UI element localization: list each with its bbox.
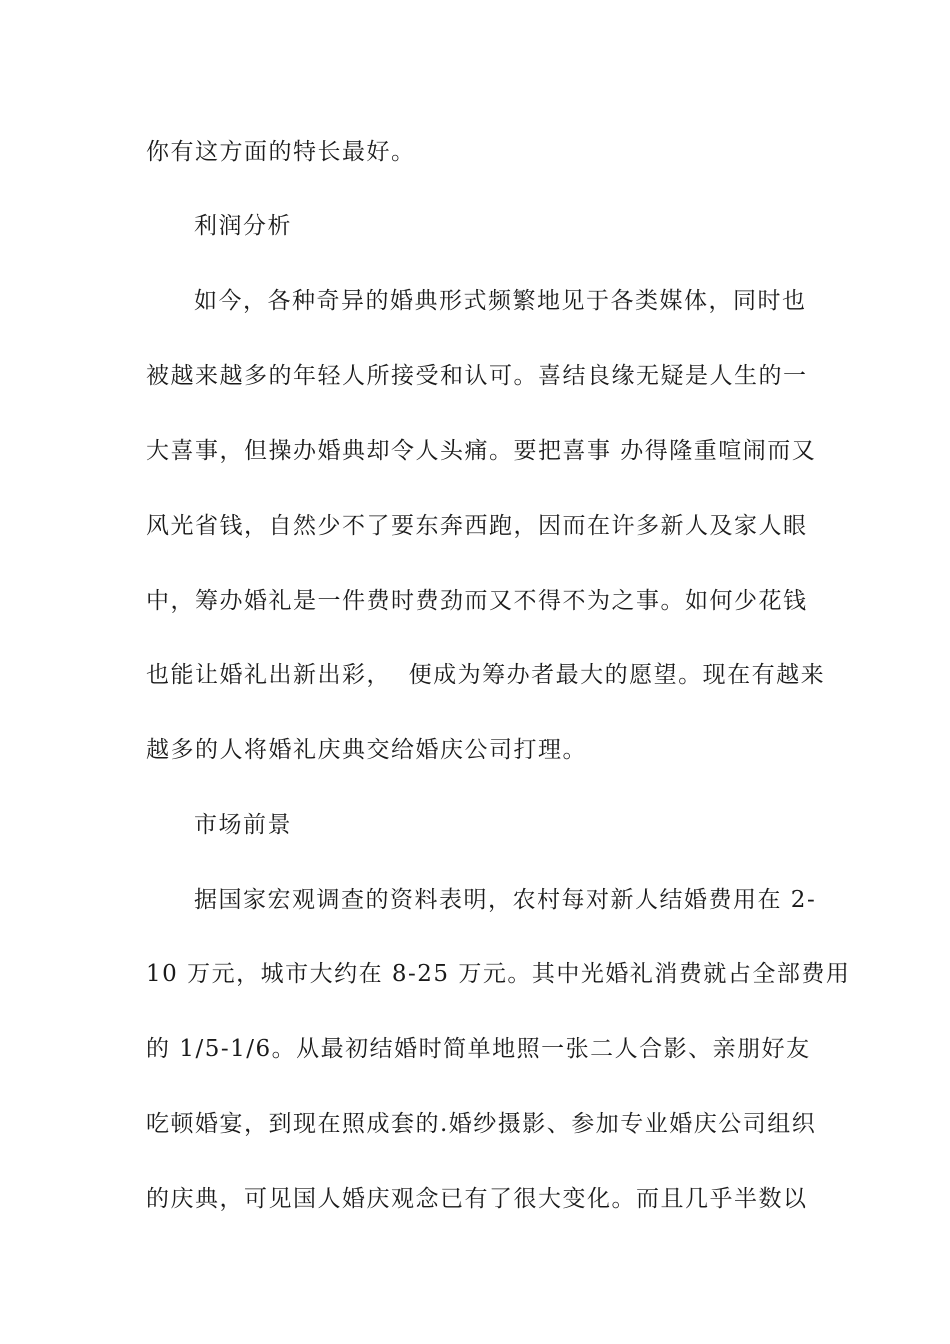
paragraph-line: 10 万元，城市大约在 8-25 万元。其中光婚礼消费就占全部费用 [146,961,851,987]
paragraph-line: 的庆典，可见国人婚庆观念已有了很大变化。而且几乎半数以 [146,1186,808,1212]
paragraph-line: 据国家宏观调查的资料表明，农村每对新人结婚费用在 2- [194,887,817,913]
section-heading: 利润分析 [194,213,292,239]
paragraph-line: 中，筹办婚礼是一件费时费劲而又不得不为之事。如何少花钱 [146,588,808,614]
paragraph-line: 的 1/5-1/6。从最初结婚时简单地照一张二人合影、亲朋好友 [146,1036,811,1062]
paragraph-line: 吃顿婚宴，到现在照成套的.婚纱摄影、参加专业婚庆公司组织 [146,1111,817,1137]
paragraph-line: 也能让婚礼出新出彩， 便成为筹办者最大的愿望。现在有越来 [146,662,826,688]
paragraph-line: 你有这方面的特长最好。 [146,139,416,165]
paragraph-line: 如今，各种奇异的婚典形式频繁地见于各类媒体，同时也 [194,288,807,314]
paragraph-line: 风光省钱，自然少不了要东奔西跑，因而在许多新人及家人眼 [146,513,808,539]
paragraph-line: 大喜事，但操办婚典却令人头痛。要把喜事 办得隆重喧闹而又 [146,438,817,464]
paragraph-line: 越多的人将婚礼庆典交给婚庆公司打理。 [146,737,587,763]
paragraph-line: 被越来越多的年轻人所接受和认可。喜结良缘无疑是人生的一 [146,363,808,389]
section-heading: 市场前景 [194,812,292,838]
